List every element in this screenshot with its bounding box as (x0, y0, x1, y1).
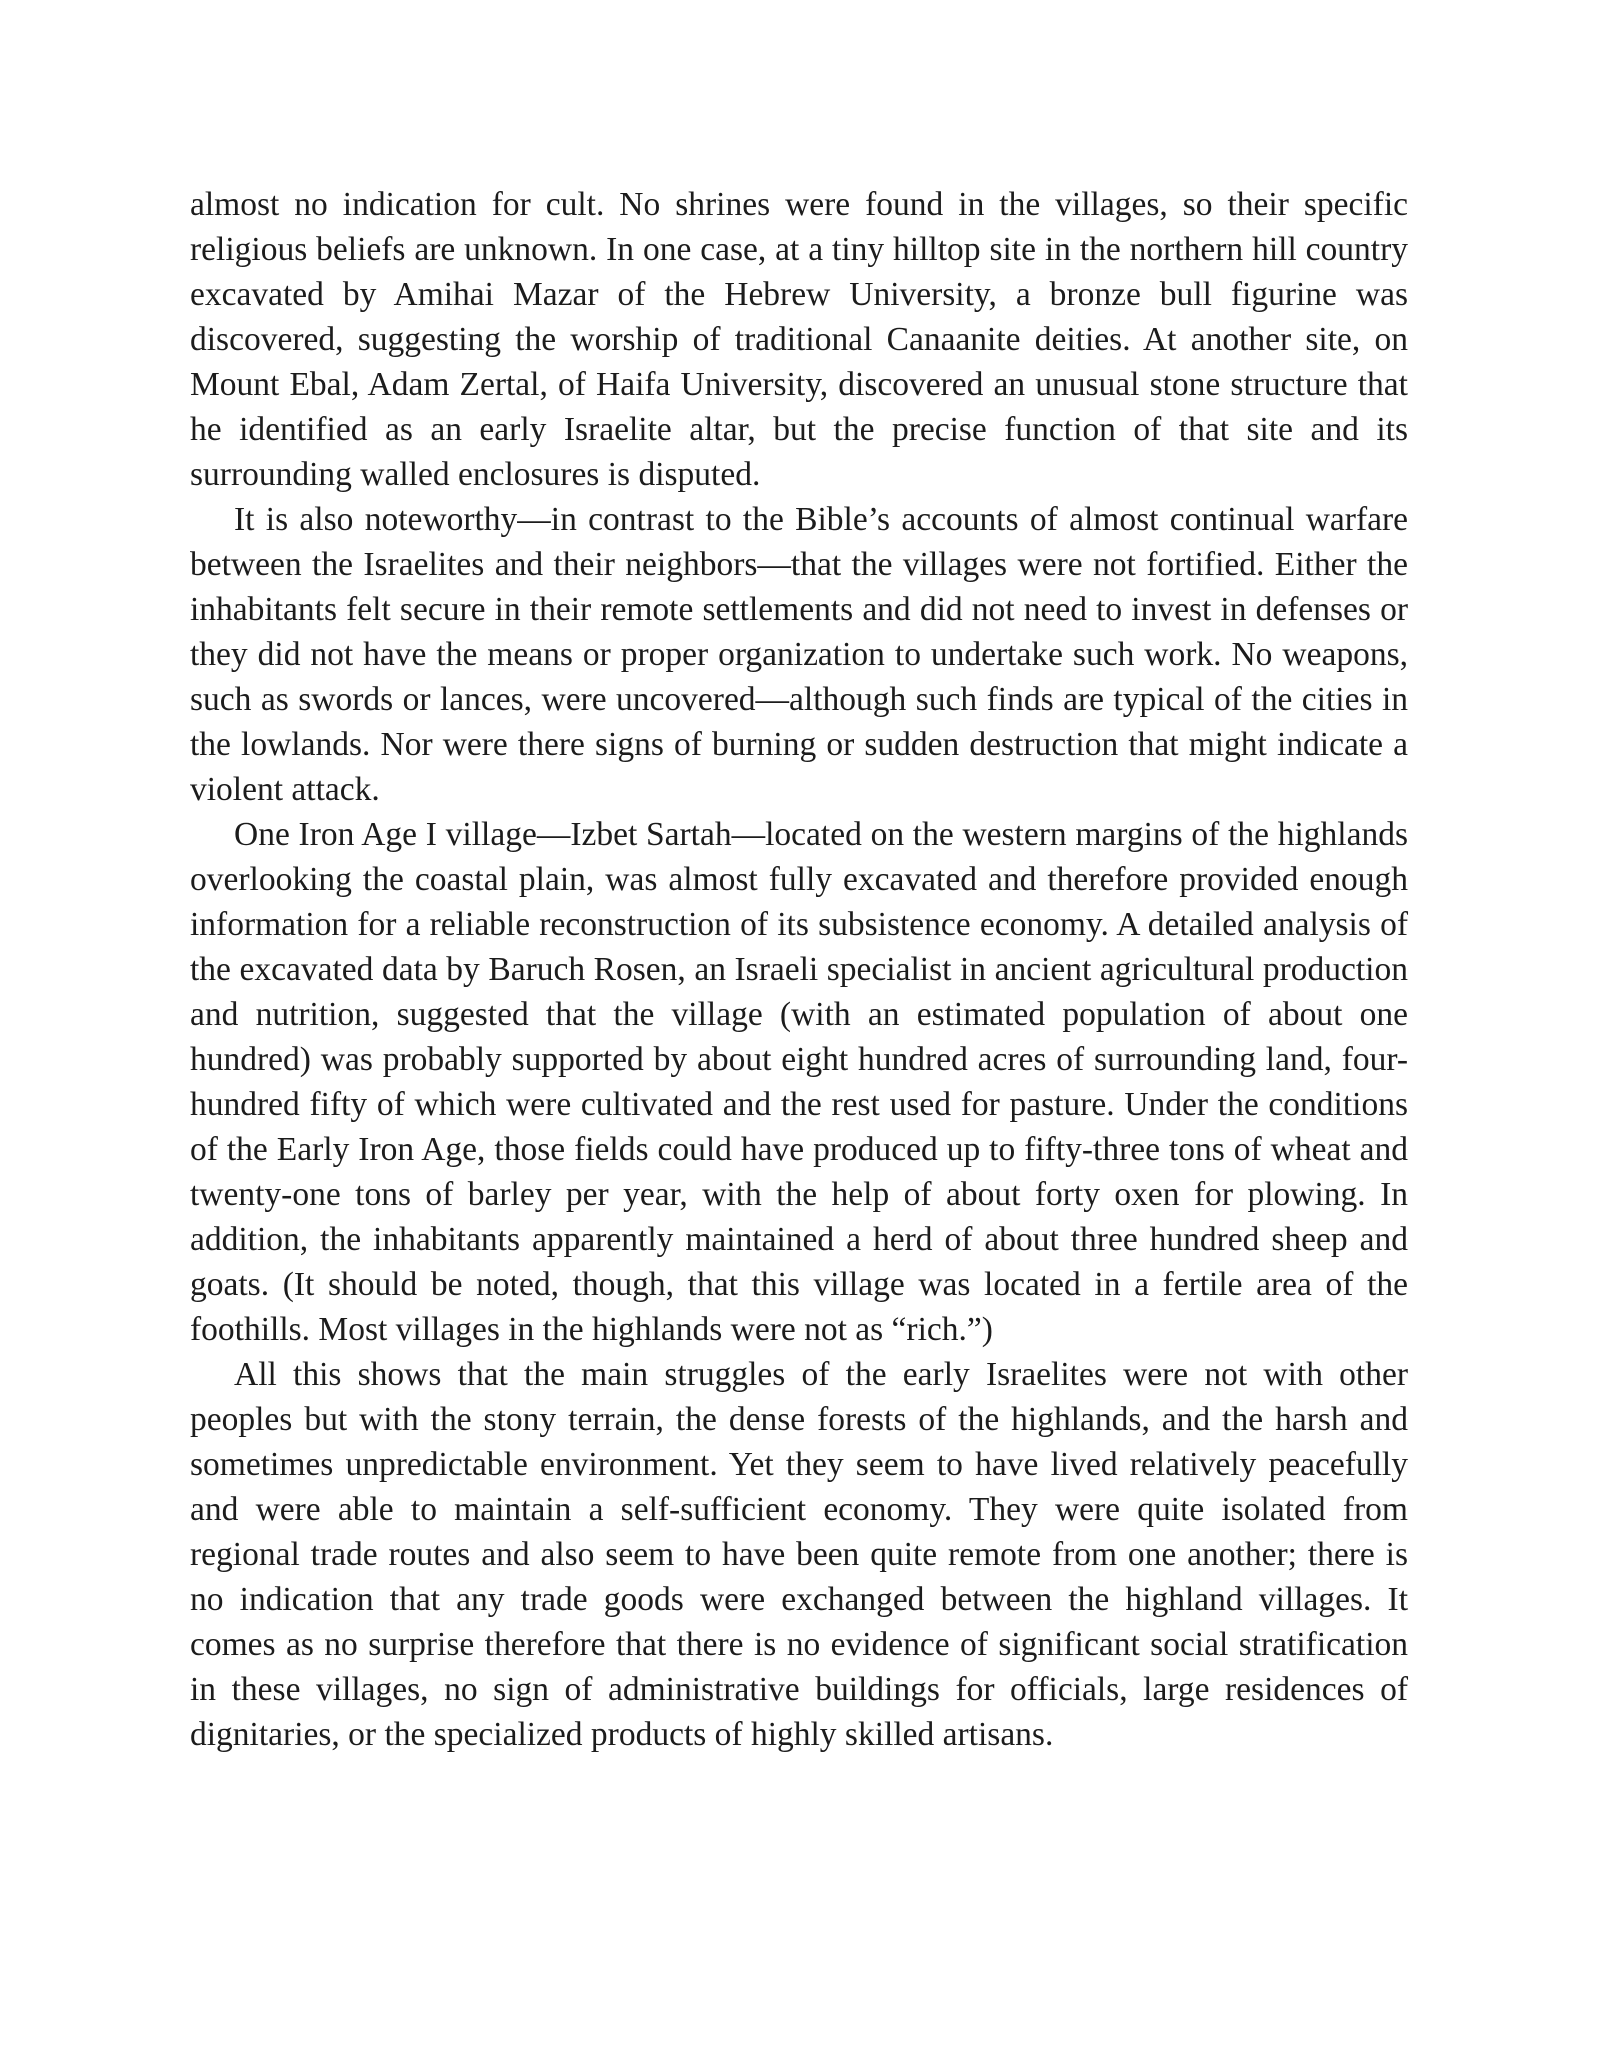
paragraph-fortification: It is also noteworthy—in contrast to the Bible’s accounts of almost continual warfare between the Israelites and their neighbors—that the villages were not fortified. Either the inhabitants felt secure in their remote settlements and did not need to invest in defenses or they did not have the means or proper organization to undertake such work. No weapons, such as swords or lances, were uncovered—although such finds are typical of the cities in the lowlands. Nor were there signs of burning or sudden destruction that might indicate a violent attack. (190, 501, 1408, 808)
page-body (190, 182, 1408, 1757)
paragraph-cult: almost no indication for cult. No shrines were found in the villages, so their specific religious beliefs are unknown. In one case, at a tiny hilltop site in the northern hill country excavated by Amihai Mazar of the Hebrew University, a bronze bull figurine was discovered, suggesting the worship of traditional Canaanite deities. At another site, on Mount Ebal, Adam Zertal, of Haifa University, discovered an unusual stone structure that he identified as an early Israelite altar, but the precise function of that site and its surrounding walled enclosures is disputed. (190, 186, 1408, 493)
paragraph-izbet-sartah: One Iron Age I village—Izbet Sartah—located on the western margins of the highlands overlooking the coastal plain, was almost fully excavated and therefore provided enough information for a reliable reconstruction of its subsistence economy. A detailed analysis of the excavated data by Baruch Rosen, an Israeli specialist in ancient agricultural production and nutrition, suggested that the village (with an estimated population of about one hundred) was probably supported by about eight hundred acres of surrounding land, four-hundred fifty of which were cultivated and the rest used for pasture. Under the conditions of the Early Iron Age, those fields could have produced up to fifty-three tons of wheat and twenty-one tons of barley per year, with the help of about forty oxen for plowing. In addition, the inhabitants apparently maintained a herd of about three hundred sheep and goats. (It should be noted, though, that this village was located in a fertile area of the foothills. Most villages in the highlands were not as “rich.”) (190, 816, 1408, 1348)
paragraph-struggles: All this shows that the main struggles of the early Israelites were not with other peoples but with the stony terrain, the dense forests of the highlands, and the harsh and sometimes unpredictable environment. Yet they seem to have lived relatively peacefully and were able to maintain a self-sufficient economy. They were quite isolated from regional trade routes and also seem to have been quite remote from one another; there is no indication that any trade goods were exchanged between the highland villages. It comes as no surprise therefore that there is no evidence of significant social stratification in these villages, no sign of administrative buildings for officials, large residences of dignitaries, or the specialized products of highly skilled artisans. (190, 1356, 1408, 1753)
